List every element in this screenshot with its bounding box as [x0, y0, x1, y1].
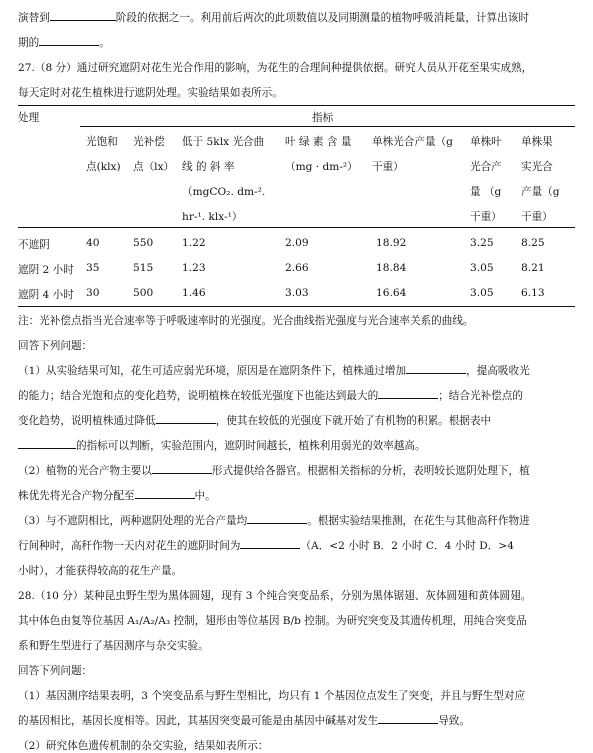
col-header-chlorophyll: 叶 绿 素 含 量 （mg · dm-²）	[285, 136, 358, 173]
text-line	[18, 10, 529, 25]
text-segment: （1）从实验结果可知，花生可适应弱光环境，原因是在遮阴条件下，植株通过增加	[18, 365, 407, 377]
text-line	[18, 513, 530, 528]
table-cell: 1.23	[182, 262, 206, 274]
table-cell: 16.64	[376, 287, 407, 299]
text-segment: （A．<2 小时 B．2 小时 C．4 小时 D．>4	[300, 540, 514, 552]
text-segment: 变化趋势，说明植株通过降低	[18, 415, 156, 427]
col-header-plant-yield: 单株光合产量（g 干重）	[372, 136, 453, 173]
text-segment: 。	[99, 37, 110, 49]
text-segment: 期的	[18, 37, 40, 49]
col-header-leaf-yield: 单株叶 光合产 量 （g 干重）	[470, 136, 502, 223]
table-mid-rule	[18, 227, 575, 228]
answer-blank[interactable]	[406, 363, 466, 374]
col-header-light-compensation: 光补偿 点（lx）	[133, 136, 175, 173]
text-line	[18, 538, 514, 553]
text-line: 小时），才能获得较高的花生产量。	[18, 565, 183, 577]
answer-blank[interactable]	[18, 438, 76, 449]
row-label: 遮阴 4 小时	[18, 289, 74, 301]
answer-blank[interactable]	[378, 388, 438, 399]
text-segment: ；结合光补偿点的	[438, 390, 523, 402]
table-cell: 3.05	[470, 262, 494, 274]
table-cell: 3.03	[285, 287, 309, 299]
question-28-stem-line: 28.（10 分）某种昆虫野生型为黑体圆翅，现有 3 个纯合突变品系，分别为黑体锯翅、灰体圆翅和黄体圆翅。	[18, 590, 532, 602]
table-cell: 550	[133, 237, 154, 249]
text-segment: 的基因相比，基因长度相等。因此，其基因突变最可能是由基因中碱基对发生	[18, 715, 379, 727]
table-cell: 1.22	[182, 237, 206, 249]
text-segment: 。根据实验结果推测，在花生与其他高秆作物进	[307, 515, 530, 527]
text-segment: （3）与不遮阴相比，两种遮阴处理的光合产量均	[18, 515, 248, 527]
text-segment: 株优先将光合产物分配至	[18, 490, 135, 502]
question-28-stem-line: 系和野生型进行了基因测序与杂交实验。	[18, 640, 209, 652]
text-line: （1）基因测序结果表明，3 个突变品系与野生型相比，均只有 1 个基因位点发生了突变，并且与野生型对应	[18, 690, 526, 702]
text-line: （2）研究体色遗传机制的杂交实验，结果如表所示：	[18, 740, 269, 752]
answer-blank[interactable]	[378, 713, 438, 724]
text-segment: 行间种时，高秆作物一天内对花生的遮阴时间为	[18, 540, 241, 552]
text-segment: ，提高吸收光	[466, 365, 530, 377]
table-cell: 8.21	[521, 262, 545, 274]
table-cell: 2.09	[285, 237, 309, 249]
table-cell: 3.25	[470, 237, 494, 249]
table-cell: 18.84	[376, 262, 407, 274]
answer-prompt: 回答下列问题：	[18, 340, 93, 352]
table-cell: 6.13	[521, 287, 545, 299]
question-27-stem-line: 每天定时对花生植株进行遮阴处理。实验结果如表所示。	[18, 87, 283, 99]
table-bottom-rule	[18, 306, 575, 307]
question-28-stem-line: 其中体色由复等位基因 A₁/A₂/A₃ 控制，翅形由等位基因 B/b 控制。为研究突变及其遗传机理，用纯合突变品	[18, 615, 527, 627]
text-line	[18, 488, 216, 503]
col-header-curve-slope: 低于 5klx 光合曲 线 的 斜 率 （mgCO₂. dm-². hr-¹. klx-¹）	[182, 136, 266, 223]
table-cell: 515	[133, 262, 154, 274]
table-cell: 30	[86, 287, 100, 299]
header-index: 指标	[312, 112, 334, 124]
text-segment: 中。	[194, 490, 216, 502]
text-line	[18, 35, 110, 50]
text-line	[18, 438, 426, 453]
row-label: 不遮阴	[18, 239, 50, 251]
text-line	[18, 388, 523, 403]
text-line	[18, 713, 470, 728]
table-cell: 18.92	[376, 237, 407, 249]
text-segment: 演替到	[18, 12, 50, 24]
answer-blank[interactable]	[247, 513, 307, 524]
text-segment: （2）植物的光合产物主要以	[18, 465, 152, 477]
text-segment: 的能力；结合光饱和点的变化趋势，说明植株在较低光强度下也能达到最大的	[18, 390, 379, 402]
question-27-stem-line: 27.（8 分）通过研究遮阴对花生光合作用的影响，为花生的合理间种提供依据。研究人员从开花至果实成熟，	[18, 62, 533, 74]
text-line	[18, 363, 530, 378]
table-header-rule	[80, 126, 575, 127]
text-segment: 形式提供给各器官。根据相关指标的分析，表明较长遮阴处理下，植	[211, 465, 530, 477]
answer-blank[interactable]	[135, 488, 195, 499]
text-segment: ，使其在较低的光强度下就开始了有机物的积累。根据表中	[215, 415, 492, 427]
answer-blank[interactable]	[240, 538, 300, 549]
answer-prompt: 回答下列问题：	[18, 665, 93, 677]
text-line	[18, 413, 491, 428]
text-segment: 导致。	[438, 715, 470, 727]
header-treatment: 处理	[18, 112, 40, 124]
table-cell: 8.25	[521, 237, 545, 249]
table-note: 注：光补偿点指当光合速率等于呼吸速率时的光强度。光合曲线指光强度与光合速率关系的曲线。	[18, 315, 474, 327]
table-cell: 2.66	[285, 262, 309, 274]
table-cell: 3.05	[470, 287, 494, 299]
answer-blank[interactable]	[50, 10, 116, 21]
table-cell: 35	[86, 262, 100, 274]
col-header-light-saturation: 光饱和 点(klx)	[86, 136, 121, 173]
table-cell: 40	[86, 237, 100, 249]
col-header-fruit-yield: 单株果 实光合 产量（g 干重）	[521, 136, 560, 223]
answer-blank[interactable]	[152, 463, 212, 474]
row-label: 遮阴 2 小时	[18, 264, 74, 276]
text-line	[18, 463, 530, 478]
table-cell: 500	[133, 287, 154, 299]
text-segment: 阶段的依据之一。利用前后两次的此项数值以及同期测量的植物呼吸消耗量，计算出该时	[115, 12, 529, 24]
text-segment: 的指标可以判断，实验范围内，遮阴时间越长，植株利用弱光的效率越高。	[76, 440, 426, 452]
answer-blank[interactable]	[39, 35, 99, 46]
table-top-rule	[18, 105, 575, 106]
table-cell: 1.46	[182, 287, 206, 299]
answer-blank[interactable]	[156, 413, 216, 424]
